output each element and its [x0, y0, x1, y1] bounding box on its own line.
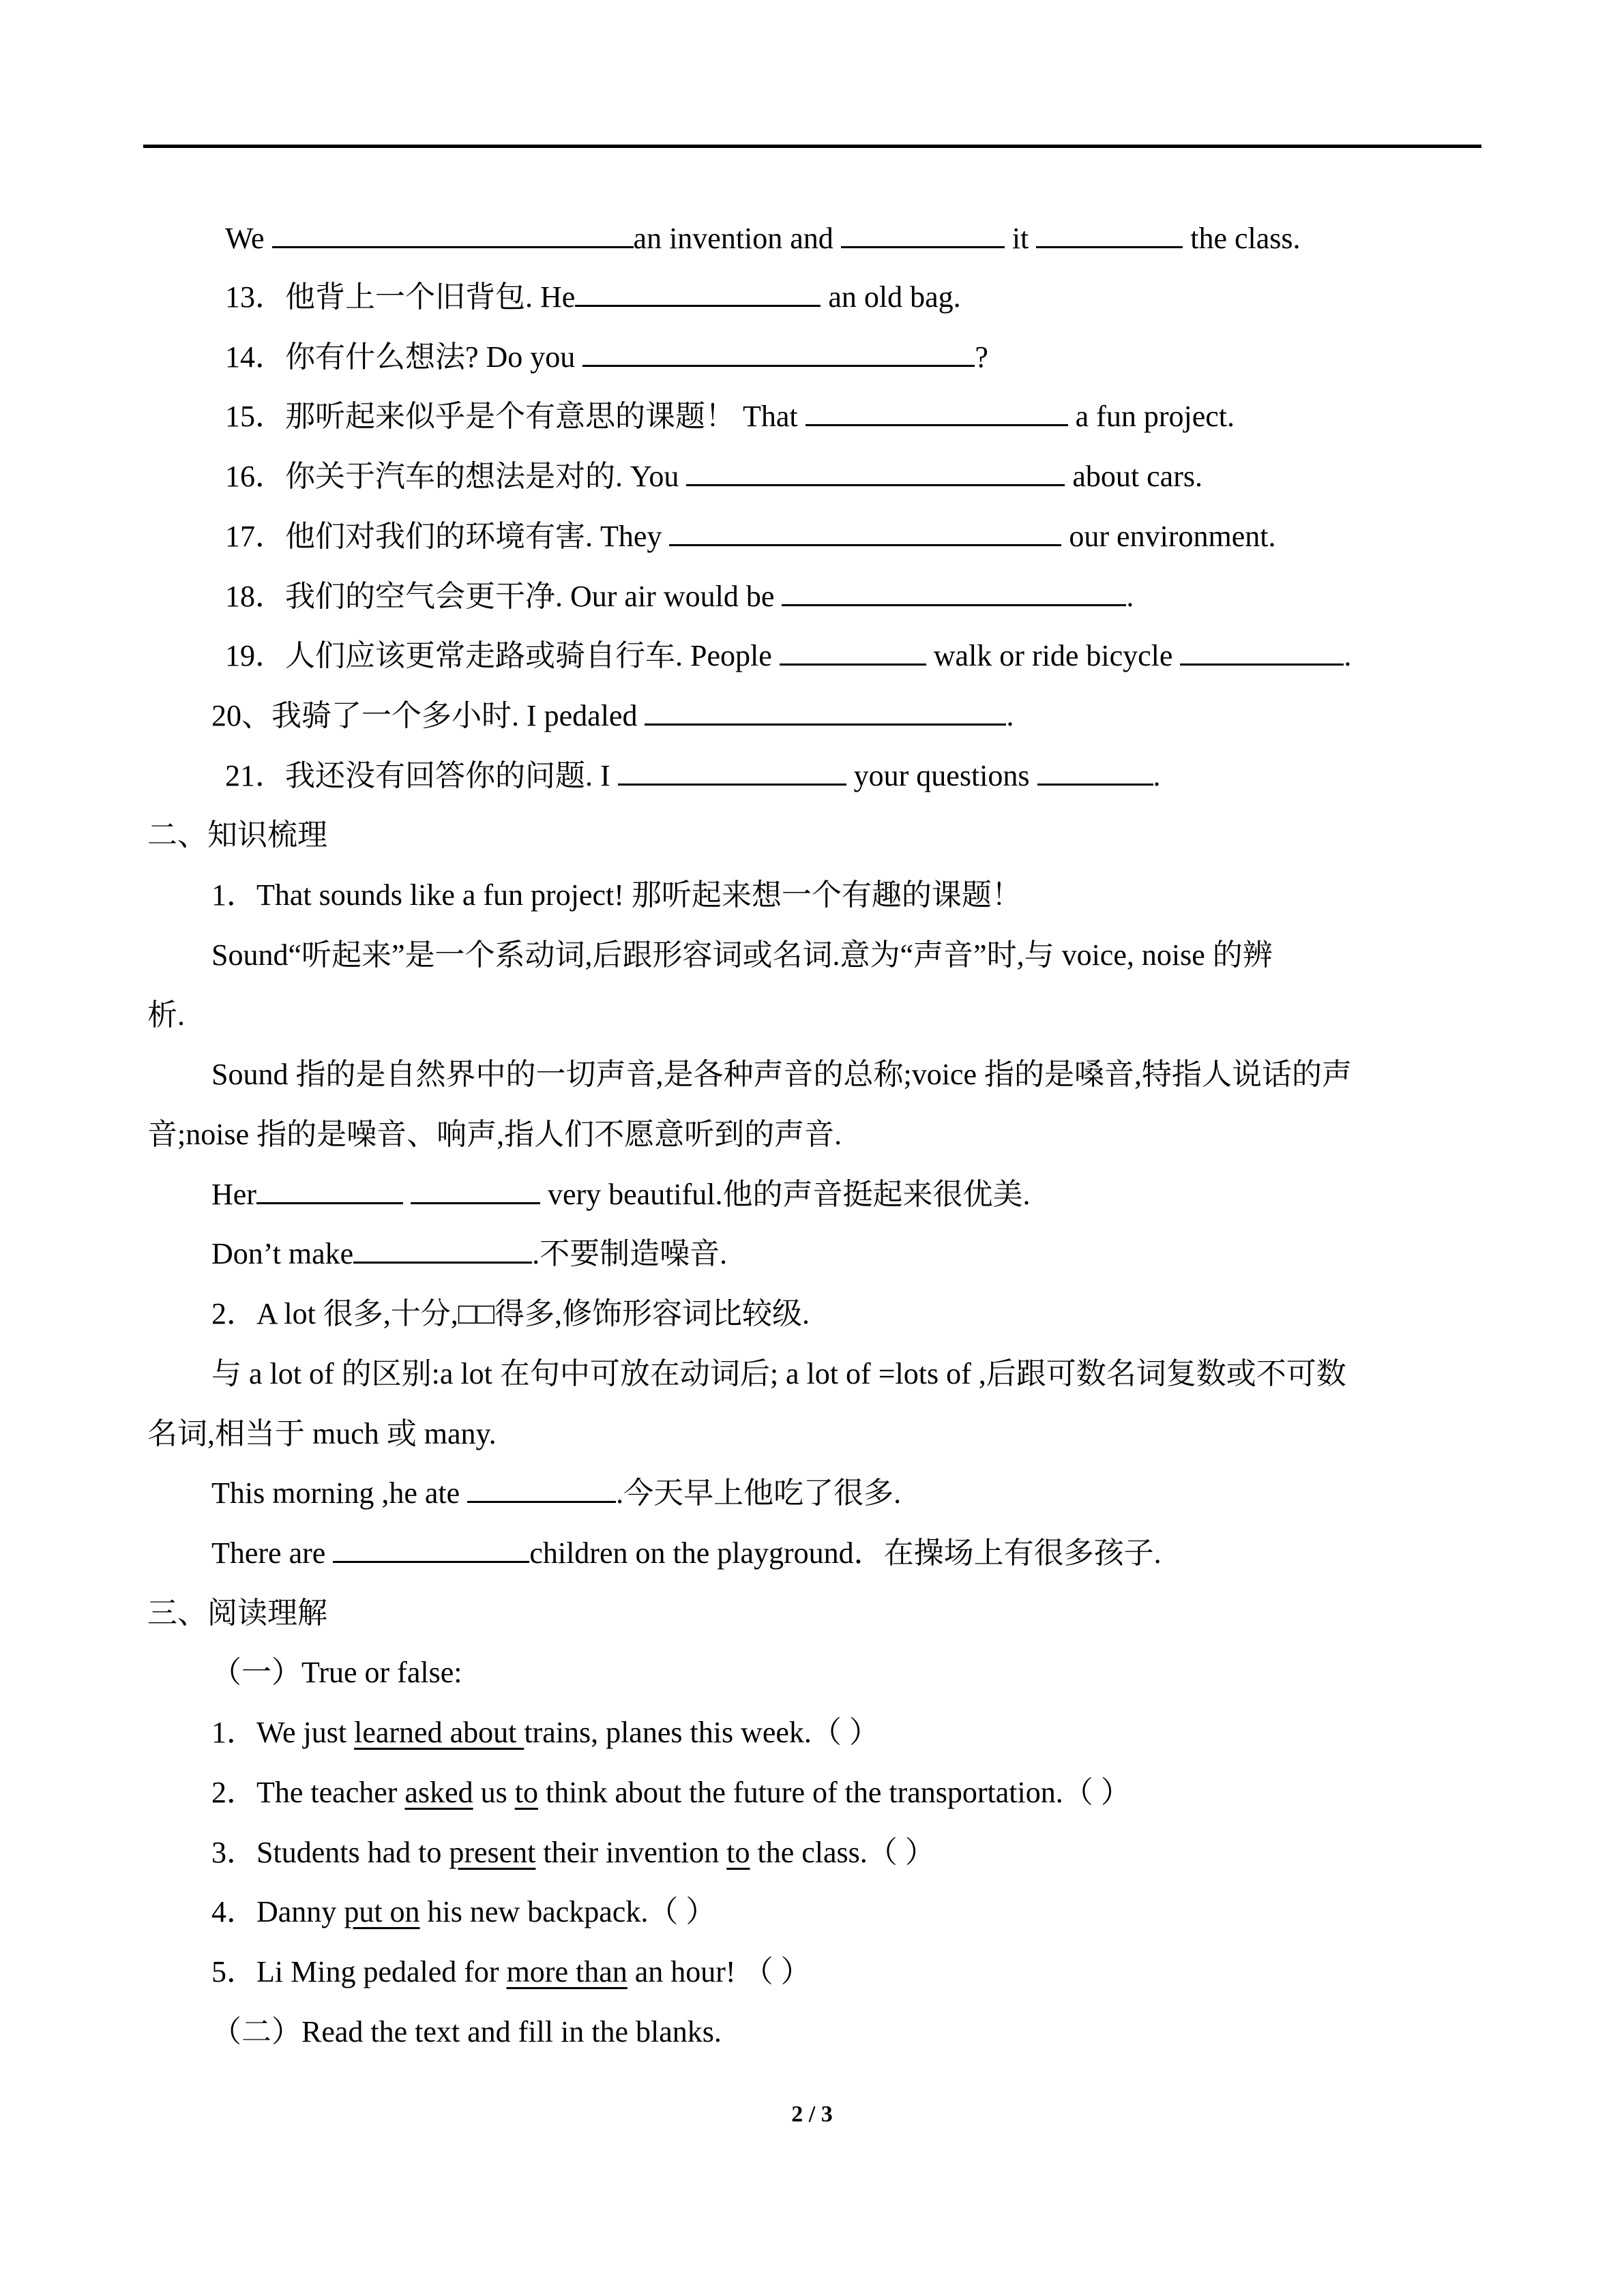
exercise-line-15: 15．那听起来似乎是个有意思的课题！ That a fun project. [225, 396, 1235, 437]
section-heading-knowledge: 二、知识梳理 [147, 818, 327, 852]
answer-blank[interactable] [582, 338, 975, 367]
paragraph: Sound 指的是自然界中的一切声音,是各种声音的总称;voice 指的是嗓音,特指人说话的声 [211, 1058, 1352, 1091]
answer-blank[interactable] [411, 1175, 540, 1204]
exercise-line-17: 17．他们对我们的环境有害. They our environment. [225, 516, 1275, 557]
answer-blank[interactable] [841, 219, 1005, 248]
answer-blank[interactable] [1037, 756, 1153, 786]
knowledge-point-1: 1．That sounds like a fun project! 那听起来想一个有趣的课题！ [211, 878, 1022, 912]
practice-sentence: Her very beautiful.他的声音挺起来很优美. [211, 1174, 1031, 1215]
answer-blank[interactable] [353, 1234, 532, 1264]
true-false-item-3: 3．Students had to present their invention to the class.（ ） [211, 1836, 935, 1869]
answer-blank[interactable] [782, 577, 1126, 606]
subsection-title: （一）True or false: [211, 1656, 462, 1689]
answer-blank[interactable] [669, 517, 1061, 546]
subsection-title: （二）Read the text and fill in the blanks. [211, 2015, 722, 2048]
exercise-line-18: 18．我们的空气会更干净. Our air would be . [225, 576, 1134, 617]
answer-blank[interactable] [272, 219, 634, 248]
answer-blank[interactable] [780, 636, 926, 666]
true-false-item-5: 5．Li Ming pedaled for more than an hour! （ ） [211, 1955, 811, 1988]
paragraph: Sound“听起来”是一个系动词,后跟形容词或名词.意为“声音”时,与 voice, noise 的辨 [211, 938, 1273, 972]
paragraph: 析. [147, 998, 185, 1032]
true-false-item-4: 4．Danny put on his new backpack.（ ） [211, 1895, 716, 1928]
practice-sentence: Don’t make .不要制造噪音. [211, 1234, 727, 1274]
exercise-line-20: 20、我骑了一个多小时. I pedaled . [211, 696, 1014, 736]
answer-blank[interactable] [806, 397, 1068, 426]
answer-blank[interactable] [645, 696, 1006, 726]
answer-blank[interactable] [467, 1474, 616, 1503]
exercise-line-13: 13．他背上一个旧背包. He an old bag. [225, 277, 961, 318]
answer-blank[interactable] [575, 278, 821, 307]
exercise-line-21: 21．我还没有回答你的问题. I your questions . [225, 756, 1161, 796]
answer-blank[interactable] [1180, 636, 1344, 666]
exercise-line-14: 14．你有什么想法? Do you ? [225, 337, 988, 378]
exercise-line-19: 19．人们应该更常走路或骑自行车. People walk or ride bicycle . [225, 636, 1351, 676]
page-number: 2 / 3 [791, 2102, 833, 2127]
answer-blank[interactable] [333, 1534, 529, 1563]
paragraph: 与 a lot of 的区别:a lot 在句中可放在动词后; a lot of =lots of ,后跟可数名词复数或不可数 [211, 1357, 1346, 1390]
true-false-item-1: 1．We just learned about trains, planes this week.（ ） [211, 1716, 879, 1749]
section-heading-reading: 三、阅读理解 [147, 1596, 327, 1630]
paragraph: 名词,相当于 much 或 many. [147, 1417, 497, 1450]
paragraph: 音;noise 指的是噪音、响声,指人们不愿意听到的声音. [147, 1118, 842, 1151]
answer-blank[interactable] [686, 457, 1065, 486]
answer-blank[interactable] [256, 1175, 403, 1204]
exercise-line-12: We an invention and it the class. [225, 218, 1301, 259]
practice-sentence: This morning ,he ate .今天早上他吃了很多. [211, 1473, 901, 1514]
answer-blank[interactable] [618, 756, 846, 786]
answer-blank[interactable] [1036, 219, 1183, 248]
exercise-line-16: 16．你关于汽车的想法是对的. You about cars. [225, 456, 1202, 497]
knowledge-point-2: 2．A lot 很多,十分,□□得多,修饰形容词比较级. [211, 1297, 810, 1330]
practice-sentence: There are children on the playground．在操场上有很多孩子. [211, 1533, 1162, 1574]
true-false-item-2: 2．The teacher asked us to think about the future of the transportation.（ ） [211, 1776, 1131, 1809]
header-rule [143, 145, 1481, 148]
